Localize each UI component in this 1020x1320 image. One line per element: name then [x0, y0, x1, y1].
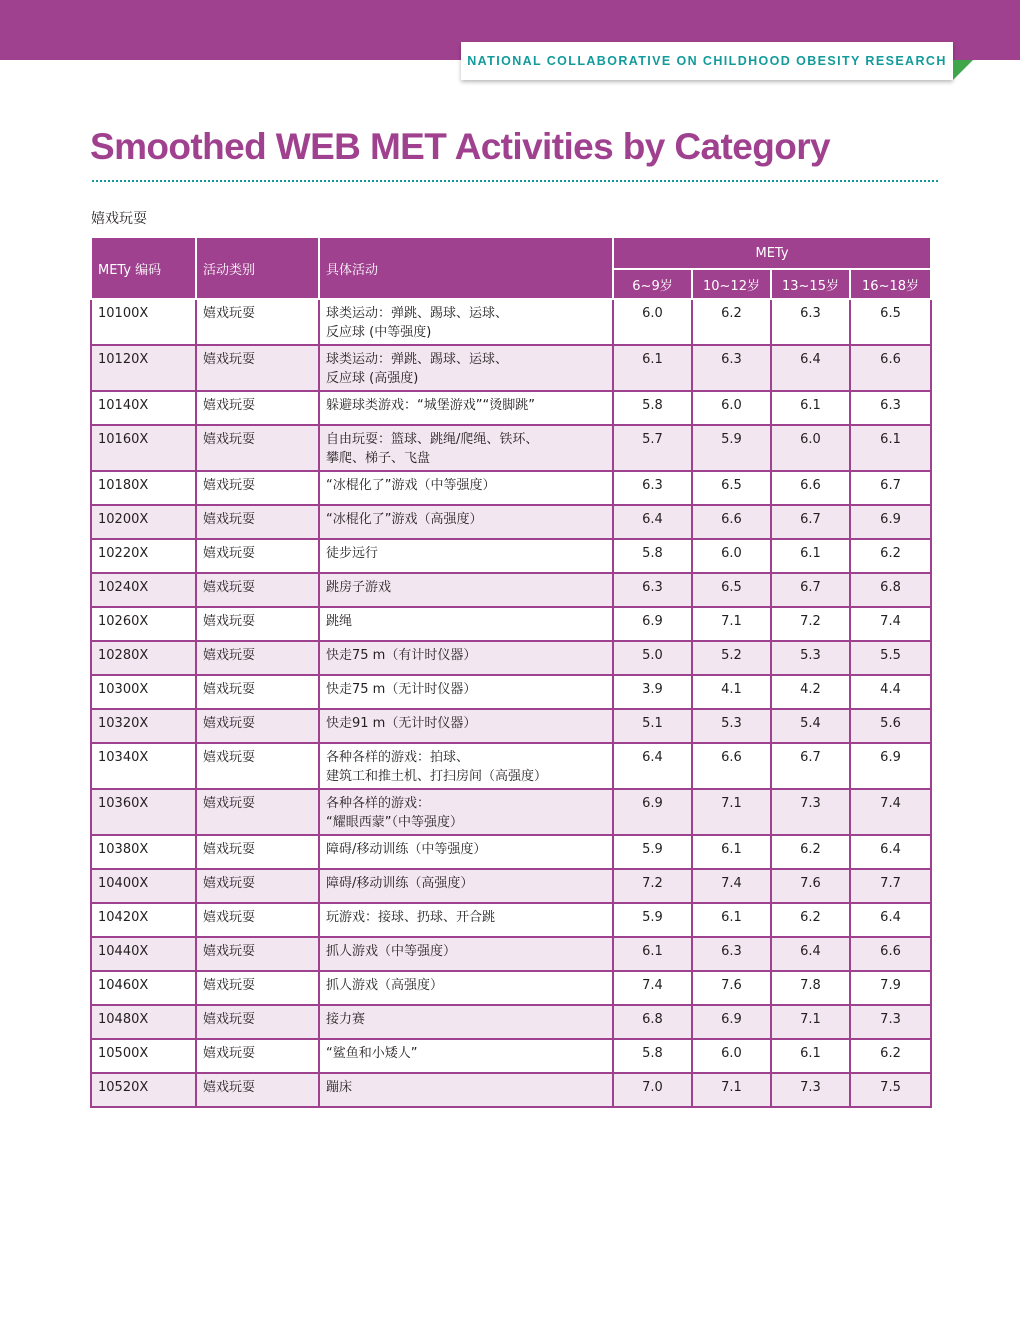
cell-activity [319, 1039, 613, 1073]
cell-mety-value: 5.0 [613, 641, 692, 675]
cell-code: 10520X [91, 1073, 196, 1107]
cell-mety-value: 6.1 [850, 425, 931, 471]
cell-code: 10320X [91, 709, 196, 743]
activity-line: 快走75 m（有计时仪器） [326, 648, 477, 663]
cell-code: 10420X [91, 903, 196, 937]
activity-line: 快走75 m（无计时仪器） [326, 682, 477, 697]
cell-mety-value: 5.9 [613, 835, 692, 869]
cell-category: 嬉戏玩耍 [196, 641, 319, 675]
cell-code: 10160X [91, 425, 196, 471]
activity-line: 各种各样的游戏：拍球、 [326, 750, 470, 765]
activity-line: 各种各样的游戏： [326, 796, 431, 811]
col-header-age: 16~18岁 [850, 269, 931, 299]
cell-category: 嬉戏玩耍 [196, 903, 319, 937]
cell-mety-value: 6.9 [613, 607, 692, 641]
page-title: Smoothed WEB MET Activities by Category [90, 126, 830, 167]
cell-activity [319, 1073, 613, 1107]
col-header-age: 6~9岁 [613, 269, 692, 299]
activity-line: 抓人游戏（高强度） [326, 978, 444, 993]
cell-mety-value: 6.5 [692, 573, 771, 607]
cell-mety-value: 6.2 [692, 299, 771, 345]
cell-mety-value: 7.2 [771, 607, 850, 641]
cell-mety-value: 7.4 [613, 971, 692, 1005]
cell-activity [319, 607, 613, 641]
cell-mety-value: 7.6 [692, 971, 771, 1005]
cell-mety-value: 6.3 [771, 299, 850, 345]
activity-line: “鲨鱼和小矮人” [326, 1046, 418, 1061]
table-row [91, 607, 931, 641]
cell-category: 嬉戏玩耍 [196, 607, 319, 641]
table-row [91, 937, 931, 971]
cell-mety-value: 5.1 [613, 709, 692, 743]
cell-mety-value: 6.9 [692, 1005, 771, 1039]
cell-mety-value: 7.6 [771, 869, 850, 903]
cell-mety-value: 6.3 [850, 391, 931, 425]
activity-line: 接力赛 [326, 1012, 366, 1027]
cell-mety-value: 4.4 [850, 675, 931, 709]
activity-line: 自由玩耍：篮球、跳绳/爬绳、铁环、 [326, 432, 539, 447]
green-corner-accent [953, 60, 973, 80]
table-row [91, 971, 931, 1005]
table-row [91, 391, 931, 425]
cell-mety-value: 6.7 [771, 573, 850, 607]
cell-mety-value: 7.3 [771, 1073, 850, 1107]
cell-code: 10340X [91, 743, 196, 789]
cell-mety-value: 3.9 [613, 675, 692, 709]
activity-line: “耀眼西蒙”（中等强度） [326, 815, 463, 830]
cell-mety-value: 5.8 [613, 1039, 692, 1073]
cell-mety-value: 7.5 [850, 1073, 931, 1107]
cell-mety-value: 5.3 [692, 709, 771, 743]
table-row [91, 835, 931, 869]
cell-mety-value: 6.1 [771, 539, 850, 573]
cell-mety-value: 7.8 [771, 971, 850, 1005]
cell-mety-value: 7.1 [692, 789, 771, 835]
cell-category: 嬉戏玩耍 [196, 743, 319, 789]
cell-mety-value: 6.4 [850, 903, 931, 937]
cell-mety-value: 6.9 [850, 505, 931, 539]
cell-mety-value: 6.2 [850, 1039, 931, 1073]
cell-category: 嬉戏玩耍 [196, 573, 319, 607]
cell-mety-value: 7.4 [850, 789, 931, 835]
cell-mety-value: 6.1 [771, 1039, 850, 1073]
cell-mety-value: 6.0 [613, 299, 692, 345]
cell-code: 10200X [91, 505, 196, 539]
cell-mety-value: 7.1 [692, 607, 771, 641]
cell-category: 嬉戏玩耍 [196, 709, 319, 743]
cell-mety-value: 7.0 [613, 1073, 692, 1107]
cell-code: 10140X [91, 391, 196, 425]
cell-category: 嬉戏玩耍 [196, 505, 319, 539]
activity-line: 攀爬、梯子、飞盘 [326, 451, 431, 466]
cell-activity [319, 539, 613, 573]
activity-line: “冰棍化了”游戏（高强度） [326, 512, 483, 527]
cell-category: 嬉戏玩耍 [196, 299, 319, 345]
table-row [91, 573, 931, 607]
cell-mety-value: 7.4 [850, 607, 931, 641]
cell-mety-value: 7.9 [850, 971, 931, 1005]
col-header-code: METy 编码 [91, 237, 196, 299]
cell-mety-value: 7.2 [613, 869, 692, 903]
cell-mety-value: 6.1 [692, 835, 771, 869]
cell-category: 嬉戏玩耍 [196, 869, 319, 903]
cell-mety-value: 6.2 [771, 903, 850, 937]
cell-activity [319, 573, 613, 607]
cell-mety-value: 6.0 [692, 1039, 771, 1073]
cell-mety-value: 7.4 [692, 869, 771, 903]
cell-mety-value: 6.6 [850, 345, 931, 391]
table-row [91, 1073, 931, 1107]
cell-mety-value: 7.3 [850, 1005, 931, 1039]
activity-line: 障碍/移动训练（高强度） [326, 876, 474, 891]
cell-activity [319, 903, 613, 937]
table-row [91, 1005, 931, 1039]
cell-activity [319, 789, 613, 835]
table-row [91, 743, 931, 789]
activity-line: 跳房子游戏 [326, 580, 392, 595]
cell-mety-value: 6.0 [692, 391, 771, 425]
activity-line: 球类运动：弹跳、踢球、运球、 [326, 352, 509, 367]
cell-mety-value: 6.2 [771, 835, 850, 869]
cell-category: 嬉戏玩耍 [196, 345, 319, 391]
cell-code: 10260X [91, 607, 196, 641]
table-row [91, 641, 931, 675]
activity-line: 障碍/移动训练（中等强度） [326, 842, 487, 857]
cell-category: 嬉戏玩耍 [196, 1005, 319, 1039]
cell-category: 嬉戏玩耍 [196, 425, 319, 471]
organization-label: NATIONAL COLLABORATIVE ON CHILDHOOD OBESITY RESEARCH [467, 54, 947, 68]
table-row [91, 425, 931, 471]
table-row [91, 345, 931, 391]
col-header-category: 活动类别 [196, 237, 319, 299]
cell-mety-value: 6.7 [850, 471, 931, 505]
cell-mety-value: 6.7 [771, 505, 850, 539]
activity-line: 蹦床 [326, 1080, 353, 1095]
cell-mety-value: 6.1 [771, 391, 850, 425]
cell-mety-value: 4.1 [692, 675, 771, 709]
cell-category: 嬉戏玩耍 [196, 789, 319, 835]
cell-code: 10380X [91, 835, 196, 869]
table-row [91, 675, 931, 709]
cell-mety-value: 5.6 [850, 709, 931, 743]
activity-line: 玩游戏：接球、扔球、开合跳 [326, 910, 496, 925]
activity-line: “冰棍化了”游戏（中等强度） [326, 478, 496, 493]
cell-mety-value: 4.2 [771, 675, 850, 709]
activity-line: 躲避球类游戏：“城堡游戏”“烫脚跳” [326, 398, 535, 413]
cell-mety-value: 6.4 [771, 937, 850, 971]
cell-category: 嬉戏玩耍 [196, 391, 319, 425]
cell-code: 10360X [91, 789, 196, 835]
cell-code: 10240X [91, 573, 196, 607]
cell-mety-value: 6.2 [850, 539, 931, 573]
activity-line: 反应球 (高强度) [326, 371, 419, 386]
cell-category: 嬉戏玩耍 [196, 471, 319, 505]
cell-code: 10280X [91, 641, 196, 675]
cell-mety-value: 6.4 [613, 505, 692, 539]
activity-line: 跳绳 [326, 614, 353, 629]
table-row [91, 299, 931, 345]
cell-mety-value: 5.7 [613, 425, 692, 471]
cell-mety-value: 7.3 [771, 789, 850, 835]
cell-activity [319, 471, 613, 505]
table-row [91, 471, 931, 505]
cell-category: 嬉戏玩耍 [196, 937, 319, 971]
table-row [91, 709, 931, 743]
cell-activity [319, 675, 613, 709]
cell-category: 嬉戏玩耍 [196, 835, 319, 869]
cell-activity [319, 709, 613, 743]
cell-mety-value: 6.5 [692, 471, 771, 505]
cell-activity [319, 425, 613, 471]
cell-code: 10480X [91, 1005, 196, 1039]
cell-category: 嬉戏玩耍 [196, 1073, 319, 1107]
cell-category: 嬉戏玩耍 [196, 1039, 319, 1073]
cell-mety-value: 6.0 [771, 425, 850, 471]
table-body [91, 299, 931, 1107]
met-table [90, 236, 932, 1108]
cell-mety-value: 6.3 [692, 937, 771, 971]
cell-mety-value: 7.1 [771, 1005, 850, 1039]
cell-mety-value: 6.4 [850, 835, 931, 869]
cell-activity [319, 1005, 613, 1039]
cell-activity [319, 505, 613, 539]
cell-code: 10400X [91, 869, 196, 903]
cell-code: 10300X [91, 675, 196, 709]
cell-mety-value: 6.3 [692, 345, 771, 391]
section-label: 嬉戏玩耍 [91, 211, 147, 227]
cell-mety-value: 5.9 [613, 903, 692, 937]
cell-mety-value: 6.4 [613, 743, 692, 789]
cell-mety-value: 6.3 [613, 471, 692, 505]
activity-line: 快走91 m（无计时仪器） [326, 716, 477, 731]
cell-code: 10460X [91, 971, 196, 1005]
table-row [91, 505, 931, 539]
table-row [91, 539, 931, 573]
cell-activity [319, 937, 613, 971]
cell-mety-value: 6.1 [692, 903, 771, 937]
cell-activity [319, 835, 613, 869]
cell-mety-value: 5.9 [692, 425, 771, 471]
cell-code: 10180X [91, 471, 196, 505]
cell-mety-value: 6.7 [771, 743, 850, 789]
header-tab [461, 42, 953, 80]
col-header-age: 13~15岁 [771, 269, 850, 299]
activity-line: 徒步远行 [326, 546, 379, 561]
table-row [91, 1039, 931, 1073]
cell-activity [319, 971, 613, 1005]
cell-mety-value: 6.0 [692, 539, 771, 573]
cell-mety-value: 6.1 [613, 345, 692, 391]
activity-line: 抓人游戏（中等强度） [326, 944, 457, 959]
cell-mety-value: 6.9 [850, 743, 931, 789]
cell-category: 嬉戏玩耍 [196, 971, 319, 1005]
cell-code: 10220X [91, 539, 196, 573]
col-header-age: 10~12岁 [692, 269, 771, 299]
cell-mety-value: 7.7 [850, 869, 931, 903]
cell-mety-value: 5.3 [771, 641, 850, 675]
cell-activity [319, 299, 613, 345]
cell-mety-value: 6.4 [771, 345, 850, 391]
cell-mety-value: 6.6 [850, 937, 931, 971]
cell-category: 嬉戏玩耍 [196, 675, 319, 709]
cell-mety-value: 6.5 [850, 299, 931, 345]
cell-activity [319, 641, 613, 675]
cell-category: 嬉戏玩耍 [196, 539, 319, 573]
dotted-divider [92, 180, 938, 182]
table-row [91, 789, 931, 835]
cell-mety-value: 6.8 [613, 1005, 692, 1039]
activity-line: 建筑工和推土机、打扫房间（高强度） [326, 769, 548, 784]
cell-mety-value: 7.1 [692, 1073, 771, 1107]
cell-activity [319, 743, 613, 789]
cell-mety-value: 5.8 [613, 391, 692, 425]
col-header-mety: METy [613, 237, 931, 269]
table-row [91, 869, 931, 903]
cell-activity [319, 345, 613, 391]
activity-line: 反应球 (中等强度) [326, 325, 432, 340]
cell-code: 10500X [91, 1039, 196, 1073]
table-row [91, 903, 931, 937]
cell-mety-value: 5.5 [850, 641, 931, 675]
activity-line: 球类运动：弹跳、踢球、运球、 [326, 306, 509, 321]
cell-activity [319, 869, 613, 903]
cell-mety-value: 6.6 [692, 505, 771, 539]
cell-mety-value: 6.8 [850, 573, 931, 607]
cell-mety-value: 6.6 [771, 471, 850, 505]
cell-mety-value: 5.4 [771, 709, 850, 743]
cell-code: 10440X [91, 937, 196, 971]
cell-code: 10100X [91, 299, 196, 345]
cell-activity [319, 391, 613, 425]
col-header-activity: 具体活动 [319, 237, 613, 299]
cell-mety-value: 6.1 [613, 937, 692, 971]
cell-mety-value: 6.3 [613, 573, 692, 607]
cell-mety-value: 6.9 [613, 789, 692, 835]
cell-mety-value: 5.2 [692, 641, 771, 675]
cell-mety-value: 5.8 [613, 539, 692, 573]
cell-mety-value: 6.6 [692, 743, 771, 789]
cell-code: 10120X [91, 345, 196, 391]
